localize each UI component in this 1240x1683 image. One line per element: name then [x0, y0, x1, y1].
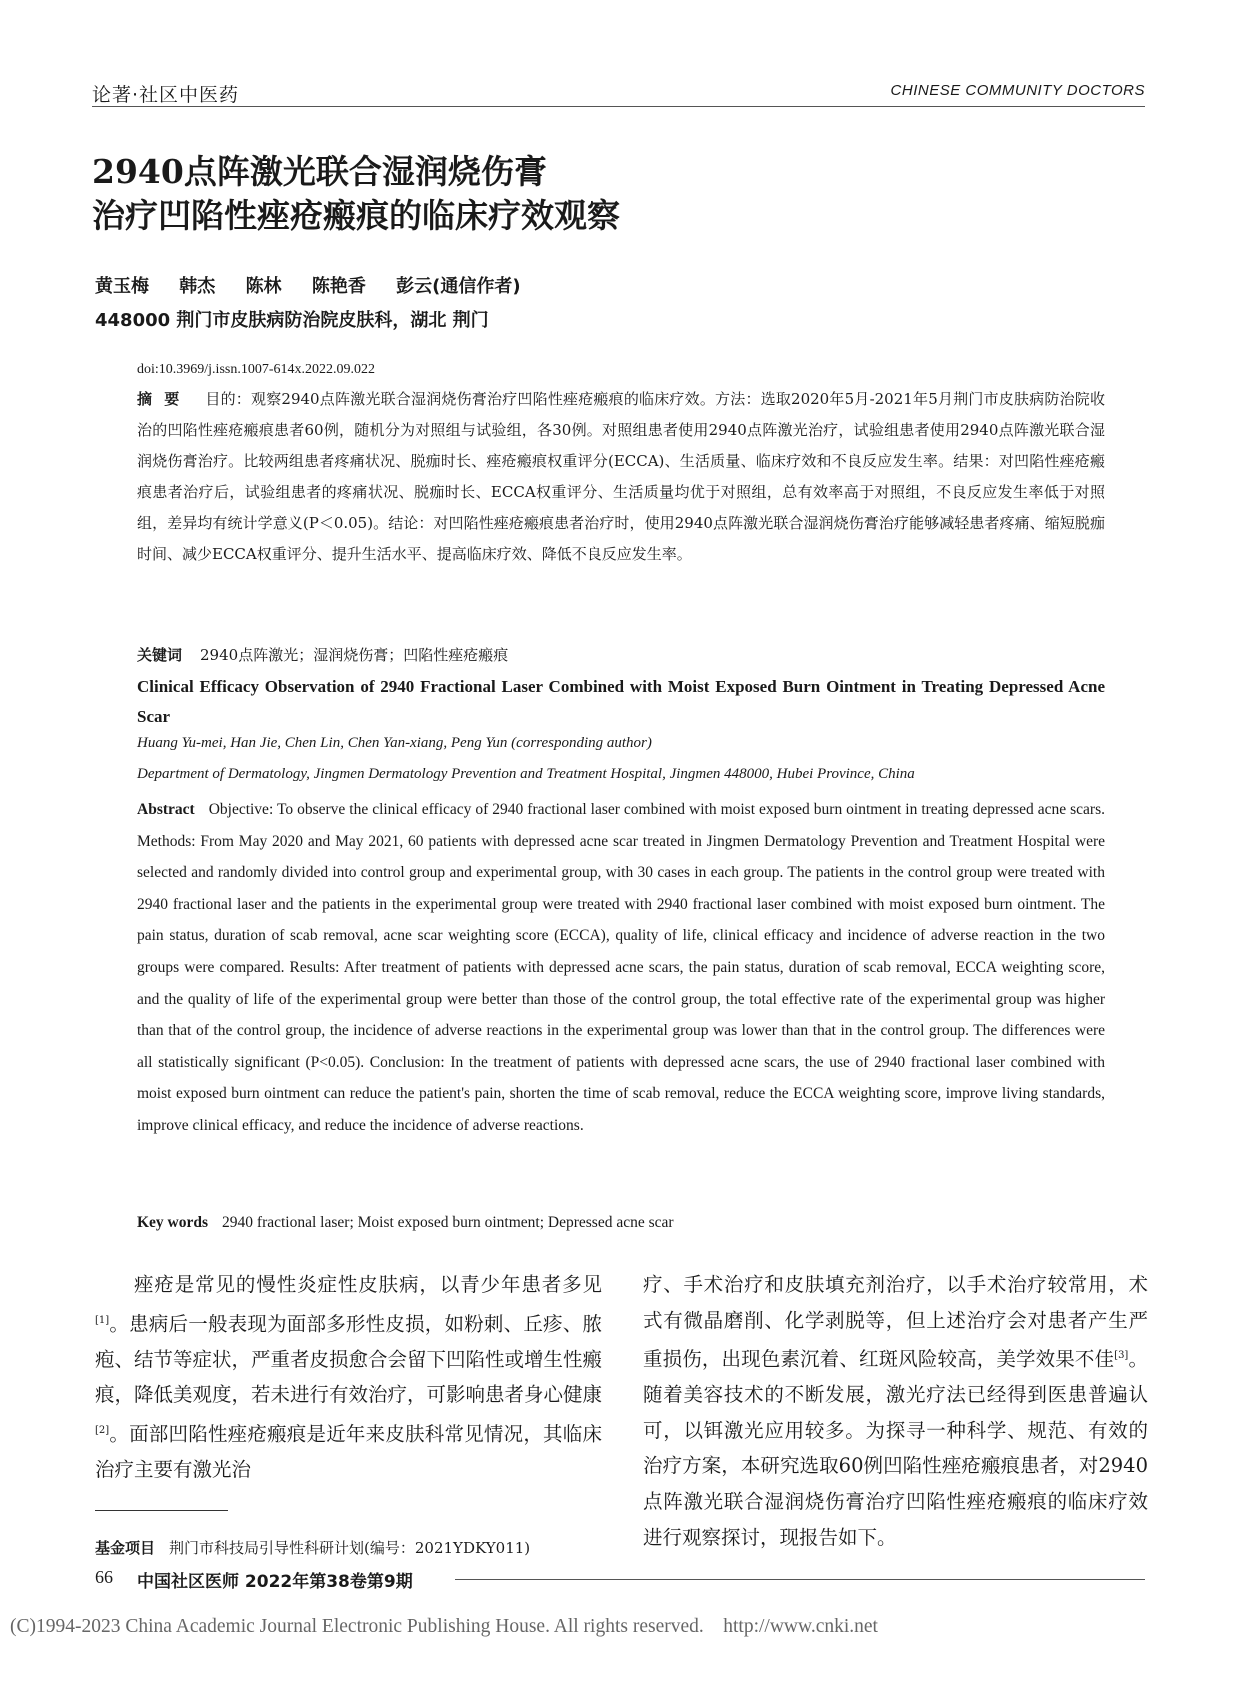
keywords-cn-text: 2940点阵激光；湿润烧伤膏；凹陷性痤疮瘢痕	[200, 646, 509, 664]
section-header: 论著·社区中医药	[92, 84, 240, 106]
body-column-right	[643, 1267, 1148, 1555]
author-name: 陈艳香	[311, 276, 366, 297]
funding-footnote	[95, 1537, 530, 1558]
footnote-divider	[95, 1510, 228, 1511]
title-line-2: 治疗凹陷性痤疮瘢痕的临床疗效观察	[92, 196, 620, 235]
abstract-cn-label: 摘要	[137, 390, 192, 408]
doi: doi:10.3969/j.issn.1007-614x.2022.09.022	[137, 362, 376, 377]
english-title: Clinical Efficacy Observation of 2940 Fractional Laser Combined with Moist Exposed Burn Ointment in Treating Depressed Acne Scar	[137, 677, 1105, 726]
abstract-en-label: Abstract	[137, 801, 195, 818]
affiliation: 448000 荆门市皮肤病防治院皮肤科，湖北 荆门	[95, 310, 489, 331]
english-authors: Huang Yu-mei, Han Jie, Chen Lin, Chen Yan-xiang, Peng Yun (corresponding author)	[137, 735, 652, 751]
abstract-en-text: Objective: To observe the clinical efficacy of 2940 fractional laser combined with moist exposed burn ointment in treating depressed acne scars. Methods: From May 2020 and May 2021, 60 patients with depressed acne scar treated in Jingmen Dermatology Prevention and Treatment Hospital were selected and randomly divided into control group and experimental group, with 30 cases in each group. The patients in the control group were treated with 2940 fractional laser and the patients in the experimental group were treated with 2940 fractional laser combined with moist exposed burn ointment. The pain status, duration of scab removal, acne scar weighting score (ECCA), quality of life, clinical efficacy and incidence of adverse reaction in the two groups were compared. Results: After treatment of patients with depressed acne scars, the pain status, duration of scab removal, ECCA weighting score, and the quality of life of the experimental group were better than those of the control group, the total effective rate of the experimental group was higher than that of the control group, the incidence of adverse reactions in the experimental group was lower than that in the control group. The differences were all statistically significant (P<0.05). Conclusion: In the treatment of patients with depressed acne scars, the use of 2940 fractional laser combined with moist exposed burn ointment can reduce the patient's pain, shorten the time of scab removal, reduce the ECCA weighting score, improve living standards, improve clinical efficacy, and reduce the incidence of adverse reactions.	[137, 801, 1105, 1134]
abstract-cn	[137, 384, 1105, 570]
funding-label: 基金项目	[95, 1539, 156, 1557]
citation-ref: [1]	[95, 1314, 110, 1326]
citation-ref: [2]	[95, 1424, 110, 1436]
keywords-cn	[137, 644, 1105, 665]
author-name: 韩杰	[179, 276, 216, 297]
copyright-notice: (C)1994-2023 China Academic Journal Electronic Publishing House. All rights reserved. http://www.cnki.net	[10, 1616, 878, 1637]
english-department: Department of Dermatology, Jingmen Dermatology Prevention and Treatment Hospital, Jingmen 448000, Hubei Province, China	[137, 766, 915, 782]
footer-divider	[455, 1579, 1145, 1580]
author-name: 黄玉梅	[95, 276, 149, 297]
keywords-en-text: 2940 fractional laser; Moist exposed burn ointment; Depressed acne scar	[222, 1214, 674, 1231]
body-text: 疗、手术治疗和皮肤填充剂治疗，以手术治疗较常用，术式有微晶磨削、化学剥脱等，但上述治疗会对患者产生严重损伤，出现色素沉着、红斑风险较高，美学效果不佳	[643, 1273, 1148, 1371]
author-name: 陈林	[245, 276, 282, 297]
keywords-cn-label: 关键词	[137, 646, 183, 664]
funding-text: 荆门市科技局引导性科研计划(编号：2021YDKY011)	[169, 1539, 531, 1557]
journal-name-header: CHINESE COMMUNITY DOCTORS	[890, 82, 1145, 99]
author-name: 彭云(通信作者)	[396, 276, 521, 297]
body-text: 痤疮是常见的慢性炎症性皮肤病，以青少年患者多见	[134, 1273, 602, 1296]
header-divider	[92, 106, 1145, 107]
body-text: 。患病后一般表现为面部多形性皮损，如粉刺、丘疹、脓疱、结节等症状，严重者皮损愈合会留下凹陷性或增生性瘢痕，降低美观度，若未进行有效治疗，可影响患者身心健康	[95, 1312, 603, 1407]
body-text: 。面部凹陷性痤疮瘢痕是近年来皮肤科常见情况，其临床治疗主要有激光治	[95, 1422, 602, 1481]
article-title	[92, 150, 992, 238]
body-column-left	[95, 1267, 602, 1488]
title-line-1: 2940点阵激光联合湿润烧伤膏	[92, 152, 547, 191]
citation-ref: [3]	[1114, 1350, 1129, 1362]
keywords-en	[137, 1214, 1105, 1232]
journal-issue: 中国社区医师 2022年第38卷第9期	[137, 1572, 413, 1592]
abstract-cn-text: 目的：观察2940点阵激光联合湿润烧伤膏治疗凹陷性痤疮瘢痕的临床疗效。方法：选取2020年5月-2021年5月荆门市皮肤病防治院收治的凹陷性痤疮瘢痕患者60例，随机分为对照组与试验组，各30例。对照组患者使用2940点阵激光治疗，试验组患者使用2940点阵激光联合湿润烧伤膏治疗。比较两组患者疼痛状况、脱痂时长、痤疮瘢痕权重评分(ECCA)、生活质量、临床疗效和不良反应发生率。结果：对凹陷性痤疮瘢痕患者治疗后，试验组患者的疼痛状况、脱痂时长、ECCA权重评分、生活质量均优于对照组，总有效率高于对照组，不良反应发生率低于对照组，差异均有统计学意义(P＜0.05)。结论：对凹陷性痤疮瘢痕患者治疗时，使用2940点阵激光联合湿润烧伤膏治疗能够减轻患者疼痛、缩短脱痂时间、减少ECCA权重评分、提升生活水平、提高临床疗效、降低不良反应发生率。	[137, 390, 1105, 563]
abstract-en	[137, 794, 1105, 1142]
keywords-en-label: Key words	[137, 1214, 209, 1231]
page-number: 66	[95, 1567, 113, 1587]
body-text: 。随着美容技术的不断发展，激光疗法已经得到医患普遍认可，以铒激光应用较多。为探寻一种科学、规范、有效的治疗方案，本研究选取60例凹陷性痤疮瘢痕患者，对2940点阵激光联合湿润烧伤膏治疗凹陷性痤疮瘢痕的临床疗效进行观察探讨，现报告如下。	[643, 1347, 1148, 1549]
author-list	[95, 272, 545, 298]
